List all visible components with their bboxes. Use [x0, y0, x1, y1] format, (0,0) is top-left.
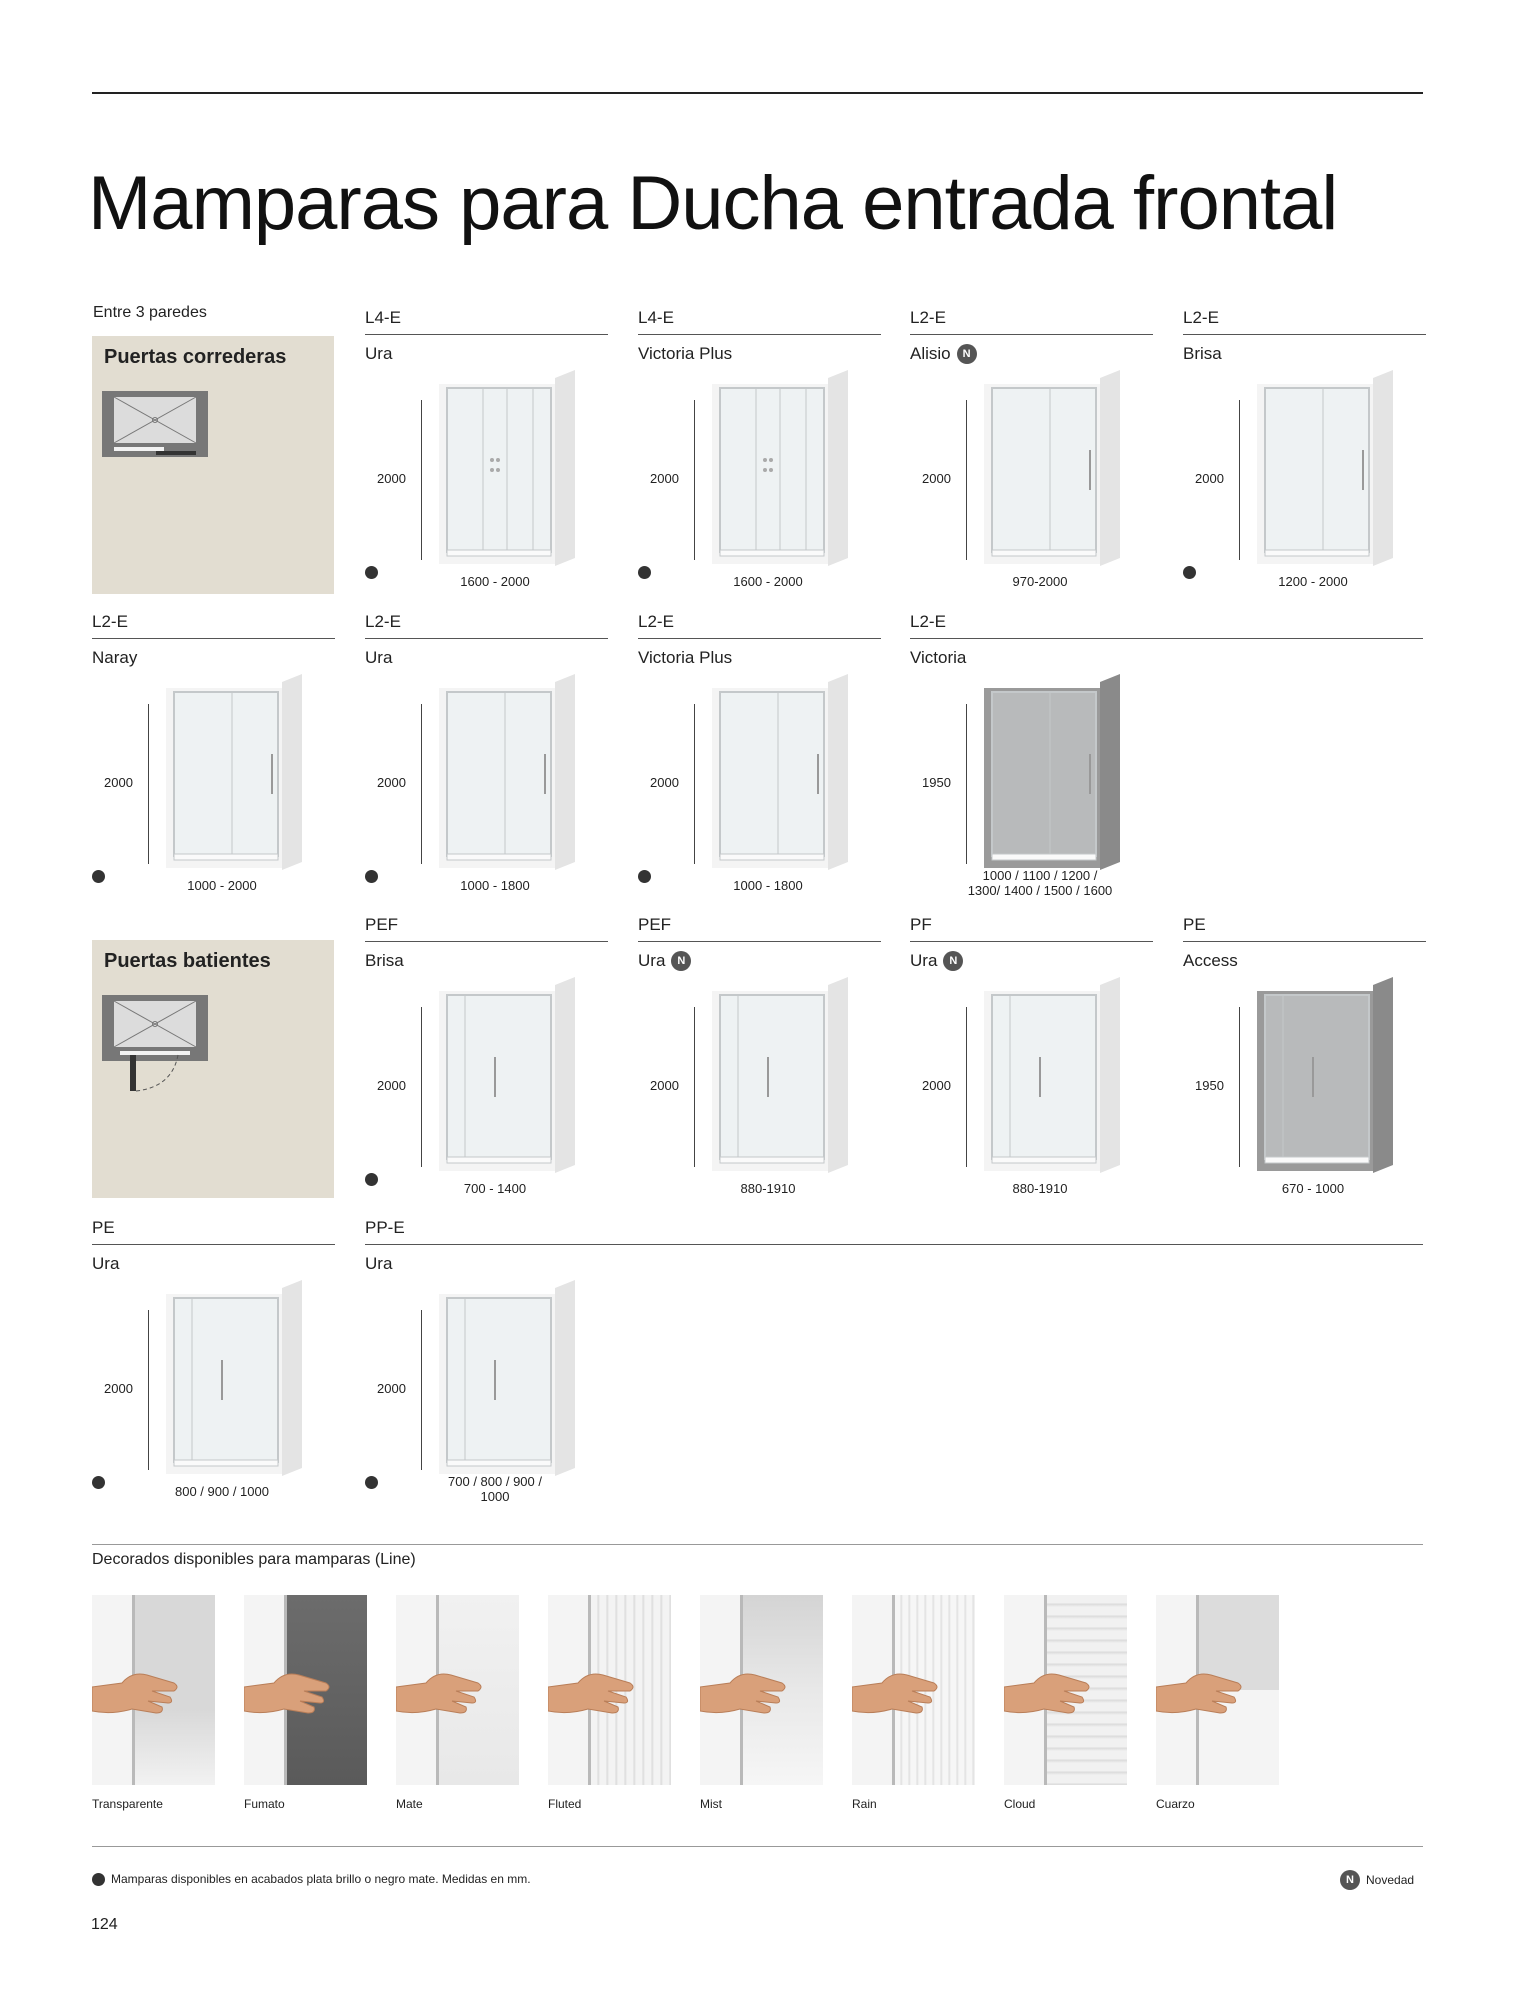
width-dimension-line2: 1000: [480, 1489, 510, 1504]
product-rule: [910, 941, 1153, 942]
product-rule: [638, 638, 881, 639]
hand-icon: [396, 1665, 486, 1725]
product-card: [1183, 915, 1426, 1205]
product-code: PEF: [638, 915, 672, 934]
finish-dot-icon: [365, 566, 378, 579]
width-dimension: [1233, 1181, 1393, 1196]
product-code: L2-E: [365, 612, 401, 631]
product-name: [92, 1254, 119, 1274]
width-dimension-text: 800 / 900 / 1000: [175, 1484, 269, 1499]
footnote-text: Mamparas disponibles en acabados plata brillo o negro mate. Medidas en mm.: [111, 1872, 531, 1886]
shower-enclosure-image: [970, 674, 1150, 879]
product-rule: [365, 638, 608, 639]
shower-enclosure-image: [970, 370, 1150, 575]
hinged-door-plan-icon: [102, 995, 208, 1105]
product-rule: [365, 941, 608, 942]
product-card: [638, 915, 881, 1205]
product-name: [365, 344, 392, 364]
new-badge-icon: N: [671, 951, 691, 971]
product-code: L4-E: [638, 308, 674, 327]
product-rule: [638, 334, 881, 335]
height-dimension: 1950: [1195, 1078, 1224, 1093]
product-name-text: Naray: [92, 648, 138, 667]
product-rule: [1183, 941, 1426, 942]
height-dimension: 2000: [377, 471, 406, 486]
product-name: [1183, 951, 1238, 971]
top-rule: [92, 92, 1423, 94]
height-dimension-line: [421, 1310, 422, 1470]
height-dimension: 2000: [1195, 471, 1224, 486]
finish-dot-icon: [92, 870, 105, 883]
footnote: [92, 1872, 531, 1886]
product-rule: [365, 334, 608, 335]
width-dimension: [142, 1484, 302, 1499]
product-card: [365, 1218, 608, 1508]
category-sliding-doors: [92, 336, 334, 594]
product-code: PE: [92, 1218, 115, 1237]
product-code: L2-E: [638, 612, 674, 631]
product-rule: [1183, 334, 1426, 335]
product-name: [1183, 344, 1222, 364]
height-dimension: 2000: [377, 1078, 406, 1093]
product-name-text: Access: [1183, 951, 1238, 970]
width-dimension-text: 1200 - 2000: [1278, 574, 1348, 589]
product-name-text: Ura: [638, 951, 666, 970]
decoration-label: Mist: [700, 1797, 722, 1811]
width-dimension-text: 670 - 1000: [1281, 1181, 1345, 1196]
decoration-swatch: [700, 1595, 823, 1785]
height-dimension: 2000: [650, 775, 679, 790]
product-rule: [92, 638, 335, 639]
width-dimension-text: 1000 - 1800: [733, 878, 803, 893]
decorations-title: Decorados disponibles para mamparas (Line): [92, 1551, 416, 1568]
decoration-label: Cuarzo: [1156, 1797, 1195, 1811]
product-card: [365, 308, 608, 598]
decoration-swatch: [244, 1595, 367, 1785]
product-code: L2-E: [1183, 308, 1219, 327]
new-badge-icon: N: [957, 344, 977, 364]
product-name: [365, 1254, 392, 1274]
height-dimension: 2000: [377, 1381, 406, 1396]
shower-enclosure-image: [698, 370, 878, 575]
product-name-text: Ura: [365, 648, 393, 667]
product-name: [365, 648, 392, 668]
category-title: Puertas batientes: [104, 950, 271, 972]
height-dimension: 1950: [922, 775, 951, 790]
product-rule: [638, 941, 881, 942]
width-dimension-text: 1600 - 2000: [460, 574, 530, 589]
width-dimension-text: 700 - 1400: [463, 1181, 527, 1196]
hand-icon: [92, 1665, 182, 1725]
finish-dot-icon: [365, 1476, 378, 1489]
height-dimension-line: [966, 704, 967, 864]
width-dimension-text: 880-1910: [740, 1181, 796, 1196]
width-dimension: [1233, 574, 1393, 589]
product-card: [365, 915, 608, 1205]
row-rule-extension: [605, 1244, 1423, 1245]
width-dimension-text: 970-2000: [1012, 574, 1068, 589]
finish-dot-icon: [638, 566, 651, 579]
finish-dot-icon: [365, 1173, 378, 1186]
section-label: Entre 3 paredes: [93, 304, 207, 321]
product-card: [910, 612, 1153, 902]
product-name-text: Victoria Plus: [638, 648, 733, 667]
shower-enclosure-image: [698, 977, 878, 1182]
product-rule: [910, 638, 1153, 639]
decoration-label: Fluted: [548, 1797, 582, 1811]
page-title: Mamparas para Ducha entrada frontal: [88, 161, 1338, 246]
product-name-text: Victoria Plus: [638, 344, 733, 363]
finish-dot-icon: [92, 1476, 105, 1489]
decoration-swatch: [548, 1595, 671, 1785]
width-dimension: [415, 878, 575, 893]
height-dimension: 2000: [104, 1381, 133, 1396]
finish-dot-icon: [638, 870, 651, 883]
product-code: L2-E: [910, 612, 946, 631]
product-card: [92, 612, 335, 902]
hand-icon: [244, 1665, 334, 1725]
width-dimension-text: 1000 - 1800: [460, 878, 530, 893]
new-badge-icon: N: [1340, 1870, 1360, 1890]
width-dimension-text: 880-1910: [1012, 1181, 1068, 1196]
product-code: PF: [910, 915, 932, 934]
product-code: L2-E: [92, 612, 128, 631]
footer-rule: [92, 1846, 1423, 1847]
product-name: [638, 344, 732, 364]
product-name: [910, 648, 966, 668]
width-dimension: [688, 1181, 848, 1196]
width-dimension: [415, 574, 575, 589]
product-code: PP-E: [365, 1218, 405, 1237]
height-dimension-line: [966, 1007, 967, 1167]
height-dimension-line: [966, 400, 967, 560]
product-name: [638, 648, 732, 668]
height-dimension: 2000: [922, 1078, 951, 1093]
product-name: [92, 648, 137, 668]
product-name-text: Ura: [365, 344, 393, 363]
product-name-text: Ura: [910, 951, 938, 970]
decoration-swatch: [396, 1595, 519, 1785]
decoration-label: Cloud: [1004, 1797, 1036, 1811]
finish-dot-icon: [365, 870, 378, 883]
hand-icon: [548, 1665, 638, 1725]
product-card: [92, 1218, 335, 1508]
product-code: PE: [1183, 915, 1206, 934]
product-name-text: Brisa: [1183, 344, 1222, 363]
product-name: [638, 951, 691, 971]
width-dimension-text: 1600 - 2000: [733, 574, 803, 589]
height-dimension: 2000: [650, 1078, 679, 1093]
height-dimension-line: [421, 704, 422, 864]
shower-enclosure-image: [1243, 977, 1423, 1182]
product-card: [910, 308, 1153, 598]
product-card: [365, 612, 608, 902]
shower-enclosure-image: [425, 370, 605, 575]
sliding-door-plan-icon: [102, 391, 208, 457]
width-dimension: [415, 1181, 575, 1196]
product-name-text: Alisio: [910, 344, 951, 363]
width-dimension: [142, 878, 302, 893]
product-code: PEF: [365, 915, 399, 934]
height-dimension-line: [421, 1007, 422, 1167]
legend-text: Novedad: [1366, 1873, 1415, 1887]
height-dimension-line: [148, 704, 149, 864]
width-dimension: [960, 574, 1120, 589]
product-rule: [365, 1244, 608, 1245]
shower-enclosure-image: [425, 977, 605, 1182]
height-dimension-line: [1239, 400, 1240, 560]
width-dimension-line2: 1300/ 1400 / 1500 / 1600: [967, 883, 1113, 898]
product-name-text: Ura: [365, 1254, 393, 1273]
product-code: L4-E: [365, 308, 401, 327]
height-dimension-line: [421, 400, 422, 560]
product-card: [1183, 308, 1426, 598]
finish-dot-icon: [1183, 566, 1196, 579]
finish-dot-icon: [92, 1873, 105, 1886]
width-dimension: [688, 878, 848, 893]
decoration-swatch: [1004, 1595, 1127, 1785]
width-dimension: [960, 868, 1120, 898]
height-dimension: 2000: [104, 775, 133, 790]
height-dimension: 2000: [650, 471, 679, 486]
product-rule: [910, 334, 1153, 335]
shower-enclosure-image: [425, 674, 605, 879]
hand-icon: [852, 1665, 942, 1725]
product-card: [638, 308, 881, 598]
shower-enclosure-image: [152, 674, 332, 879]
decoration-label: Transparente: [92, 1797, 163, 1811]
hand-icon: [1156, 1665, 1246, 1725]
shower-enclosure-image: [425, 1280, 605, 1485]
row-rule-extension: [1150, 638, 1423, 639]
shower-enclosure-image: [152, 1280, 332, 1485]
decoration-label: Mate: [396, 1797, 423, 1811]
shower-enclosure-image: [970, 977, 1150, 1182]
height-dimension-line: [1239, 1007, 1240, 1167]
width-dimension-line1: 1000 / 1100 / 1200 /: [982, 868, 1098, 883]
product-name-text: Brisa: [365, 951, 404, 970]
product-code: L2-E: [910, 308, 946, 327]
height-dimension-line: [694, 1007, 695, 1167]
hand-icon: [700, 1665, 790, 1725]
shower-enclosure-image: [1243, 370, 1423, 575]
width-dimension: [960, 1181, 1120, 1196]
decoration-label: Fumato: [244, 1797, 285, 1811]
product-name: [910, 951, 963, 971]
product-card: [638, 612, 881, 902]
category-hinged-doors: [92, 940, 334, 1198]
height-dimension-line: [694, 400, 695, 560]
height-dimension-line: [694, 704, 695, 864]
height-dimension-line: [148, 1310, 149, 1470]
width-dimension-line1: 700 / 800 / 900 /: [448, 1474, 542, 1489]
hand-icon: [1004, 1665, 1094, 1725]
product-name: [365, 951, 404, 971]
decoration-label: Rain: [852, 1797, 877, 1811]
decoration-swatch: [92, 1595, 215, 1785]
product-rule: [92, 1244, 335, 1245]
category-title: Puertas correderas: [104, 346, 287, 368]
shower-enclosure-image: [698, 674, 878, 879]
decoration-swatch: [1156, 1595, 1279, 1785]
product-name-text: Victoria: [910, 648, 967, 667]
decoration-swatch: [852, 1595, 975, 1785]
page-number: 124: [91, 1916, 118, 1933]
width-dimension: [415, 1474, 575, 1504]
height-dimension: 2000: [922, 471, 951, 486]
new-badge-icon: N: [943, 951, 963, 971]
width-dimension-text: 1000 - 2000: [187, 878, 257, 893]
decorations-rule: [92, 1544, 1423, 1545]
product-name-text: Ura: [92, 1254, 120, 1273]
width-dimension: [688, 574, 848, 589]
legend-new: [1340, 1870, 1414, 1890]
product-card: [910, 915, 1153, 1205]
height-dimension: 2000: [377, 775, 406, 790]
product-name: [910, 344, 977, 364]
